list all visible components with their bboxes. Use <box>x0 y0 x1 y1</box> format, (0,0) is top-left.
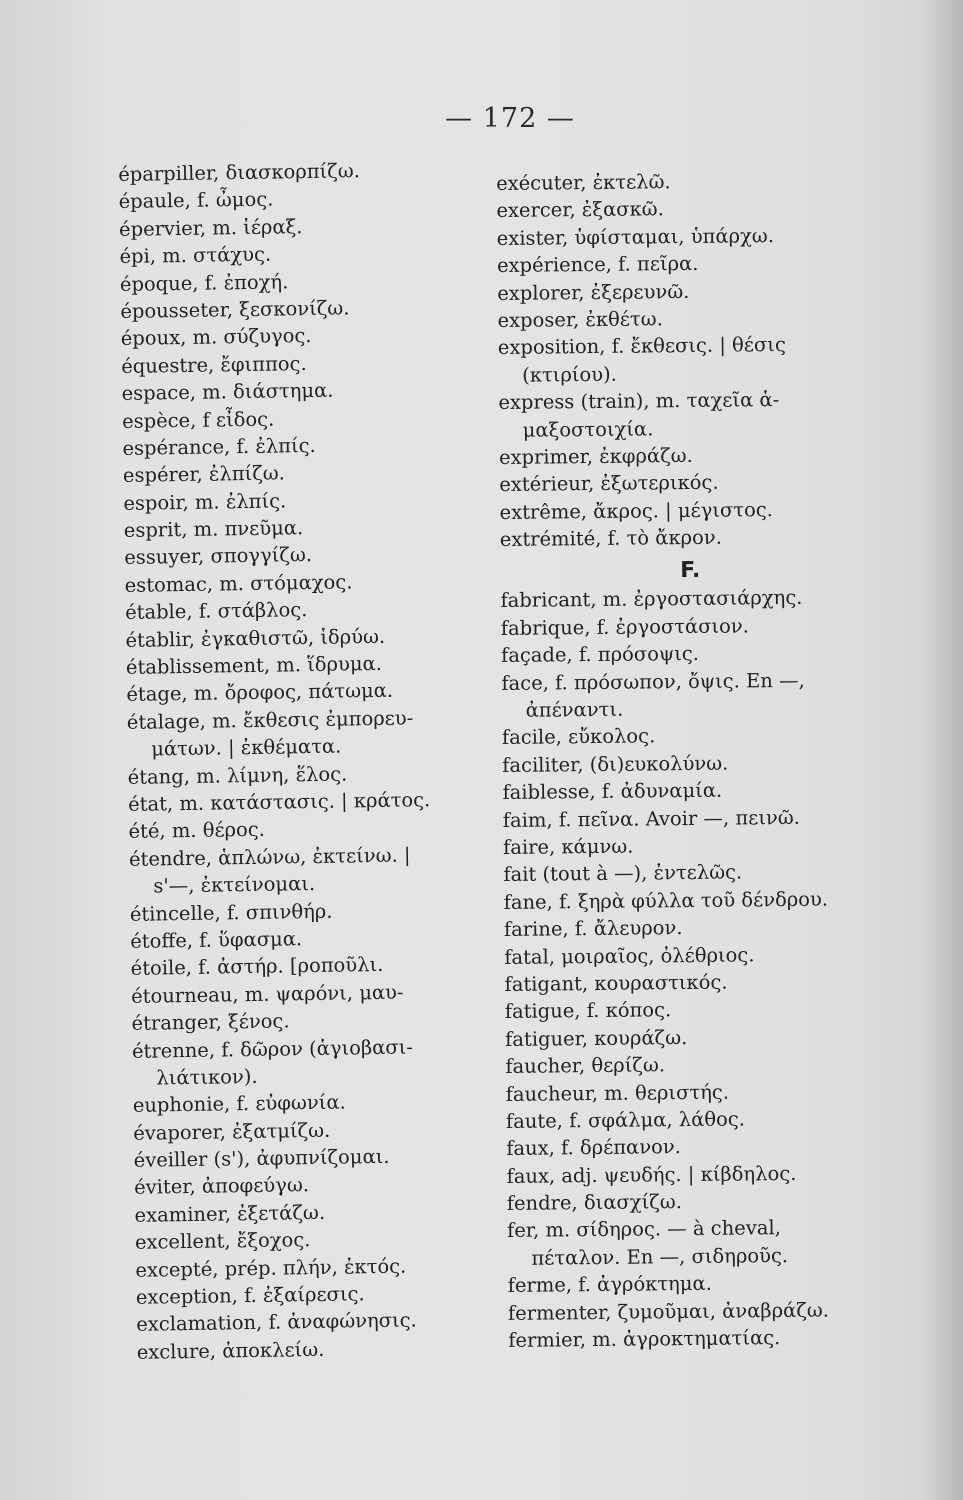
dictionary-entry: fermier, m. ἀγροκτηματίας. <box>508 1326 781 1352</box>
dictionary-entry: extrémité, f. τὸ ἄκρον. <box>499 525 722 552</box>
dictionary-entry: exécuter, ἐκτελῶ. <box>496 170 671 195</box>
dictionary-entry: explorer, ἐξερευνῶ. <box>497 279 690 305</box>
dictionary-entry: faux, f. δρέπανον. <box>506 1135 682 1161</box>
dictionary-entry: exclure, ἀποκλείω. <box>136 1337 325 1364</box>
dictionary-entry: étrenne, f. δῶρον (ἁγιοβασι- <box>131 1034 414 1063</box>
dictionary-entry: étoffe, f. ὕφασμα. <box>130 927 303 953</box>
dictionary-entry: époux, m. σύζυγος. <box>120 324 312 351</box>
section-letter-heading: F. <box>680 558 701 584</box>
dictionary-entry: étoile, f. ἀστήρ. [ροποῦλι. <box>130 953 384 981</box>
dictionary-entry: épi, m. στάχυς. <box>119 242 272 269</box>
dictionary-entry: face, f. πρόσωπον, ὄψις. En —, <box>501 668 805 695</box>
dictionary-entry-continuation: ἀπέναντι. <box>525 697 624 722</box>
dictionary-entry: fabricant, m. ἐργοστασιάρχης. <box>500 586 803 613</box>
dictionary-entry: étincelle, f. σπινθήρ. <box>129 899 333 926</box>
dictionary-entry: faute, f. σφάλμα, λάθος. <box>505 1107 746 1133</box>
dictionary-entry: état, m. κατάστασις. | κράτος. <box>127 788 431 816</box>
dictionary-entry: éparpiller, διασκορπίζω. <box>118 159 361 186</box>
dictionary-entry: fabrique, f. ἐργοστάσιον. <box>500 614 750 640</box>
dictionary-entry: express (train), m. ταχεῖα ἁ- <box>498 388 780 415</box>
dictionary-entry: espèce, f εἶδος. <box>121 407 275 433</box>
dictionary-entry-continuation: πέταλον. En —, σιδηροῦς. <box>531 1243 789 1270</box>
dictionary-entry: exister, ὑφίσταμαι, ὑπάρχω. <box>496 223 775 250</box>
dictionary-entry: évaporer, ἐξατμίζω. <box>133 1118 331 1145</box>
dictionary-entry: faux, adj. ψευδής. | κίβδηλος. <box>506 1161 797 1188</box>
dictionary-entry: fermenter, ζυμοῦμαι, ἀναβράζω. <box>507 1298 830 1325</box>
dictionary-entry: exclamation, f. ἀναφώνησις. <box>136 1308 417 1337</box>
dictionary-entry: épousseter, ξεσκονίζω. <box>120 296 350 323</box>
dictionary-entry: excellent, ἔξοχος. <box>134 1228 311 1255</box>
left-column <box>118 155 517 1366</box>
dictionary-entry-continuation: (κτιρίου). <box>522 362 618 387</box>
dictionary-entry: espace, m. διάστημα. <box>121 378 334 406</box>
dictionary-entry-continuation: λιάτικον). <box>156 1064 258 1090</box>
dictionary-entry: fendre, διασχίζω. <box>506 1190 682 1216</box>
dictionary-entry: éviter, ἀποφεύγω. <box>133 1173 310 1200</box>
dictionary-entry: exercer, ἐξασκῶ. <box>496 197 664 223</box>
dictionary-entry: fatigant, κουραστικός. <box>504 970 728 996</box>
dictionary-entry: espérance, f. ἐλπίς. <box>122 433 316 460</box>
dictionary-entry: étalage, m. ἔκθεσις ἐμπορευ- <box>126 706 414 734</box>
dictionary-entry: faciliter, (δι)ευκολύνω. <box>502 751 729 777</box>
dictionary-entry: ferme, f. ἀγρόκτημα. <box>507 1272 712 1298</box>
page-number: — 172 — <box>445 103 575 134</box>
dictionary-entry: faim, f. πεῖνα. Avoir —, πεινῶ. <box>502 805 801 832</box>
right-column <box>496 166 888 1354</box>
dictionary-entry: farine, f. ἄλευρον. <box>503 916 683 942</box>
dictionary-entry: fane, f. ξηρὰ φύλλα τοῦ δένδρου. <box>503 887 829 914</box>
dictionary-entry: fatal, μοιραῖος, ὀλέθριος. <box>504 942 755 969</box>
dictionary-entry: étendre, ἁπλώνω, ἐκτείνω. | <box>128 843 411 871</box>
dictionary-entry: extérieur, ἐξωτερικός. <box>499 470 719 497</box>
dictionary-entry: étourneau, m. ψαρόνι, μαυ- <box>130 980 404 1008</box>
dictionary-entry: excepté, prép. πλήν, ἐκτός. <box>135 1254 407 1282</box>
dictionary-entry: essuyer, σπογγίζω. <box>124 543 313 570</box>
dictionary-entry: expérience, f. πεῖρα. <box>496 252 699 278</box>
page-spine-shadow <box>923 0 963 1500</box>
dictionary-entry: fatigue, f. κόπος. <box>504 998 672 1024</box>
dictionary-entry: établissement, m. ἵδρυμα. <box>125 651 383 679</box>
dictionary-entry: établir, ἐγκαθιστῶ, ἱδρύω. <box>125 624 386 652</box>
dictionary-entry: faucheur, m. θεριστής. <box>505 1080 730 1106</box>
dictionary-entry: estomac, m. στόμαχος. <box>124 570 353 597</box>
dictionary-entry: euphonie, f. εὐφωνία. <box>132 1090 346 1118</box>
dictionary-entry: étang, m. λίμνη, ἕλος. <box>127 762 348 789</box>
dictionary-entry-continuation: s'—, ἐκτείνομαι. <box>153 872 316 898</box>
dictionary-entry: été, m. θέρος. <box>128 818 266 844</box>
dictionary-entry: étranger, ξένος. <box>131 1009 290 1036</box>
dictionary-entry: faire, κάμνω. <box>502 834 634 859</box>
dictionary-entry: esprit, m. πνεῦμα. <box>123 516 304 543</box>
dictionary-entry-continuation: μάτων. | ἐκθέματα. <box>151 734 342 761</box>
dictionary-entry: fatiguer, κουράζω. <box>504 1025 688 1051</box>
dictionary-entry: exception, f. ἐξαίρεσις. <box>135 1282 365 1309</box>
dictionary-entry: fer, m. σίδηρος. — à cheval, <box>506 1216 781 1243</box>
dictionary-entry: équestre, ἔφιππος. <box>121 351 307 378</box>
dictionary-entry: extrême, ἄκρος. | μέγιστος. <box>499 497 774 524</box>
dictionary-entry: exprimer, ἐκφράζω. <box>498 443 693 469</box>
dictionary-entry: épervier, m. ἱέραξ. <box>118 214 303 241</box>
dictionary-entry: faiblesse, f. ἀδυναμία. <box>502 778 723 805</box>
dictionary-entry: espérer, ἐλπίζω. <box>122 461 286 488</box>
dictionary-entry-continuation: μαξοστοιχία. <box>522 416 654 442</box>
dictionary-entry: exposition, f. ἔκθεσις. | θέσις <box>497 333 786 360</box>
dictionary-entry: façade, f. πρόσοψις. <box>500 642 700 668</box>
dictionary-entry: étable, f. στάβλος. <box>124 598 308 625</box>
dictionary-entry: exposer, ἐκθέτω. <box>497 307 663 332</box>
dictionary-entry: facile, εὔκολος. <box>501 724 656 750</box>
dictionary-entry: faucher, θερίζω. <box>505 1053 666 1079</box>
dictionary-entry: époque, f. ἐποχή. <box>119 269 289 296</box>
dictionary-entry: examiner, ἐξετάζω. <box>134 1200 326 1227</box>
dictionary-entry: éveiller (s'), ἀφυπνίζομαι. <box>133 1144 390 1172</box>
dictionary-entry: épaule, f. ὦμος. <box>118 187 274 214</box>
dictionary-entry: étage, m. ὄροφος, πάτωμα. <box>126 679 394 707</box>
dictionary-entry: fait (tout à —), ἐντελῶς. <box>503 860 743 887</box>
dictionary-entry: espoir, m. ἐλπίς. <box>123 489 287 515</box>
